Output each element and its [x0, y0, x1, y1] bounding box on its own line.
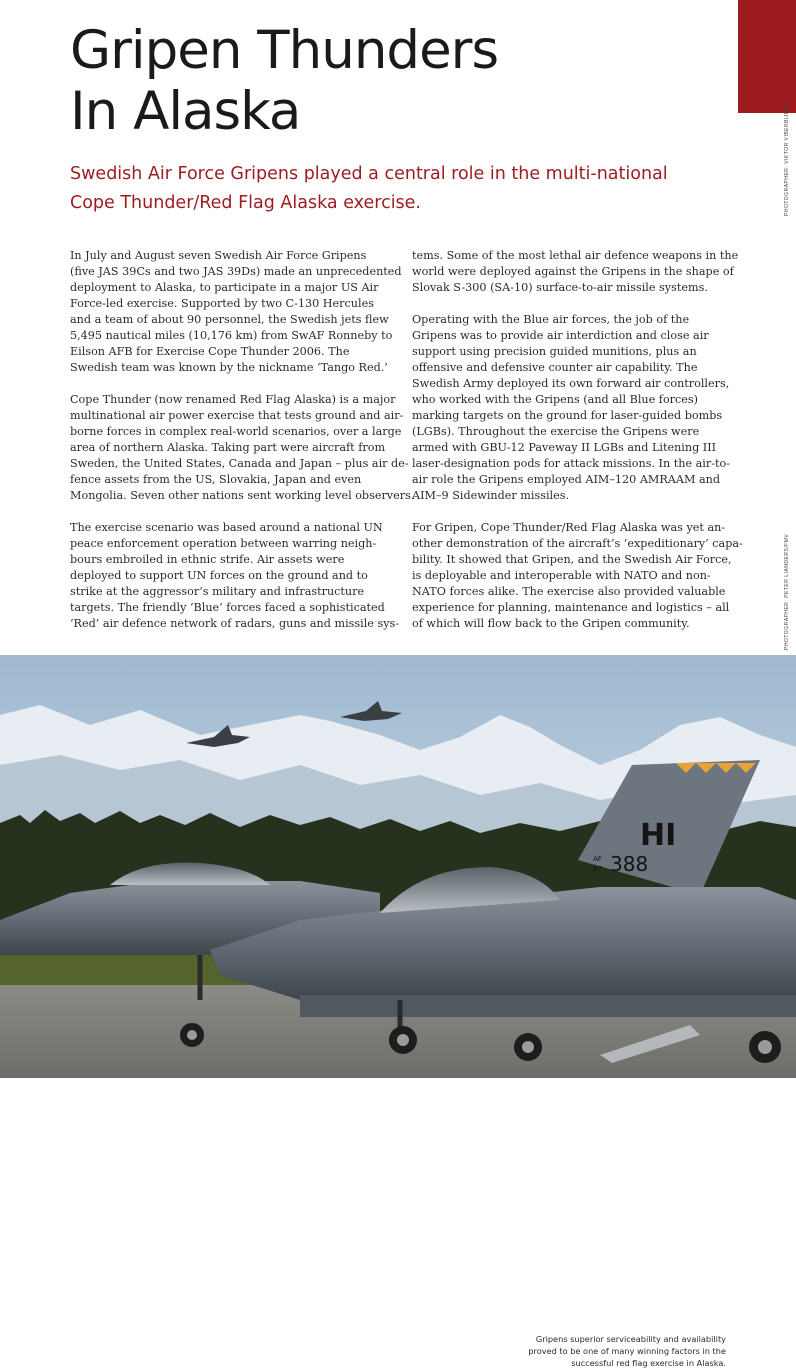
body-line: strike at the aggressor’s military and infrastructure	[70, 585, 365, 598]
body-paragraph	[412, 248, 739, 296]
body-line: peace enforcement operation between warring neigh-	[70, 537, 377, 550]
body-line: world were deployed against the Gripens in the shape of	[412, 265, 734, 278]
tail-prefix-bottom: 87	[593, 865, 602, 873]
title-line: In Alaska	[70, 81, 301, 142]
body-line: (LGBs). Throughout the exercise the Gripens were	[412, 425, 700, 438]
article-lede	[70, 160, 710, 218]
body-paragraph	[70, 248, 402, 376]
body-line: For Gripen, Cope Thunder/Red Flag Alaska was yet an-	[412, 521, 726, 534]
body-line: In July and August seven Swedish Air Force Gripens	[70, 249, 367, 262]
photo-credit-top: PHOTOGRAPHER: VIKTOR VIBERBIJRKH	[784, 102, 790, 216]
body-line: Sweden, the United States, Canada and Japan – plus air de-	[70, 457, 409, 470]
body-line: marking targets on the ground for laser-guided bombs	[412, 409, 723, 422]
body-paragraph	[412, 520, 743, 632]
body-line: borne forces in complex real-world scenarios, over a large	[70, 425, 402, 438]
body-line: multinational air power exercise that tests ground and air-	[70, 409, 404, 422]
body-line: 5,495 nautical miles (10,176 km) from SwAF Ronneby to	[70, 329, 393, 342]
tail-prefix-top: AF	[593, 855, 602, 863]
body-line: fence assets from the US, Slovakia, Japan and even	[70, 473, 362, 486]
body-line: Swedish Army deployed its own forward air controllers,	[412, 377, 730, 390]
body-paragraph	[70, 392, 415, 504]
lede-line: Swedish Air Force Gripens played a central role in the multi-national	[70, 164, 668, 184]
body-line: and a team of about 90 personnel, the Swedish jets flew	[70, 313, 389, 326]
body-line: targets. The friendly ‘Blue’ forces faced a sophisticated	[70, 601, 385, 614]
tail-code: HI	[640, 818, 677, 853]
body-line: laser-designation pods for attack missions. In the air-to-	[412, 457, 731, 470]
hero-photo	[0, 655, 796, 1368]
body-line: Operating with the Blue air forces, the job of the	[412, 313, 690, 326]
body-column-left	[70, 248, 415, 648]
photo-credit-middle: PHOTOGRAPHER: PETER LIANDERS/FMV	[784, 533, 790, 650]
body-line: NATO forces alike. The exercise also provided valuable	[412, 585, 726, 598]
title-line: Gripen Thunders	[70, 20, 499, 81]
lede-line: Cope Thunder/Red Flag Alaska exercise.	[70, 193, 421, 213]
body-line: Eilson AFB for Exercise Cope Thunder 2006. The	[70, 345, 350, 358]
body-line: experience for planning, maintenance and logistics – all	[412, 601, 730, 614]
body-line: AIM–9 Sidewinder missiles.	[412, 489, 570, 502]
body-line: deployed to support UN forces on the ground and to	[70, 569, 368, 582]
body-line: (five JAS 39Cs and two JAS 39Ds) made an unprecedented	[70, 265, 402, 278]
caption-line: proved to be one of many winning factors in the	[528, 1346, 726, 1356]
body-line: is deployable and interoperable with NATO and non-	[412, 569, 711, 582]
section-color-tab	[738, 0, 796, 113]
body-line: bours embroiled in ethnic strife. Air assets were	[70, 553, 345, 566]
body-line: who worked with the Gripens (and all Blue forces)	[412, 393, 699, 406]
body-line: tems. Some of the most lethal air defence weapons in the	[412, 249, 739, 262]
body-paragraph	[412, 312, 730, 504]
body-line: Gripens was to provide air interdiction and close air	[412, 329, 709, 342]
body-line: Force-led exercise. Supported by two C-130 Hercules	[70, 297, 374, 310]
body-line: offensive and defensive counter air capability. The	[412, 361, 698, 374]
caption-line: successful red flag exercise in Alaska.	[571, 1358, 726, 1368]
body-column-right	[412, 248, 743, 648]
body-line: other demonstration of the aircraft’s ‘expeditionary’ capa-	[412, 537, 743, 550]
body-line: support using precision guided munitions, plus an	[412, 345, 697, 358]
body-paragraph	[70, 520, 400, 632]
body-line: Slovak S-300 (SA-10) surface-to-air missile systems.	[412, 281, 708, 294]
body-line: armed with GBU-12 Paveway II LGBs and Litening III	[412, 441, 717, 454]
body-line: deployment to Alaska, to participate in a major US Air	[70, 281, 379, 294]
body-line: Mongolia. Seven other nations sent working level observers.	[70, 489, 415, 502]
body-line: area of northern Alaska. Taking part were aircraft from	[70, 441, 386, 454]
body-line: bility. It showed that Gripen, and the Swedish Air Force,	[412, 553, 732, 566]
body-line: air role the Gripens employed AIM–120 AMRAAM and	[412, 473, 721, 486]
body-line: Swedish team was known by the nickname ‘Tango Red.’	[70, 361, 388, 374]
body-line: The exercise scenario was based around a national UN	[70, 521, 383, 534]
tail-number: 388	[610, 852, 649, 876]
body-line: Cope Thunder (now renamed Red Flag Alaska) is a major	[70, 393, 396, 406]
photo-caption	[466, 1333, 726, 1369]
body-line: of which will flow back to the Gripen community.	[412, 617, 690, 630]
caption-line: Gripens superior serviceability and availability	[535, 1334, 726, 1344]
article-title	[70, 20, 498, 142]
body-line: ‘Red’ air defence network of radars, guns and missile sys-	[70, 617, 400, 630]
